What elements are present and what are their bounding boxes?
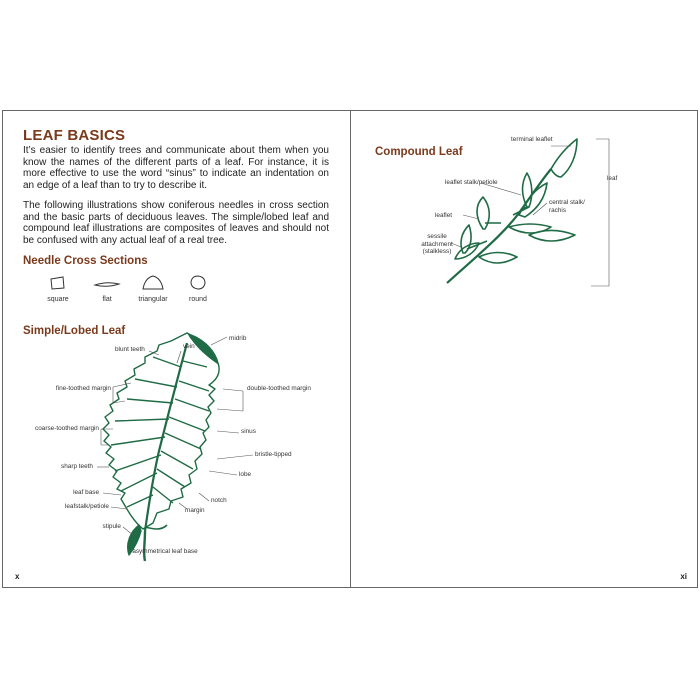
midrib-line bbox=[145, 343, 187, 531]
leaf-outline bbox=[103, 333, 219, 529]
compound-leaf-illustration bbox=[351, 111, 699, 589]
compound-leaf-heading: Compound Leaf bbox=[375, 146, 463, 158]
coarse-toothed-margin-label: coarse-toothed margin bbox=[35, 425, 99, 432]
leaf-base-label: leaf base bbox=[73, 489, 99, 496]
blunt-teeth-label: blunt teeth bbox=[115, 346, 145, 353]
leaflet-label: leaflet bbox=[435, 212, 453, 219]
page-number-right: xi bbox=[680, 572, 687, 581]
leaflet-stalk-label: leaflet stalk/petiole bbox=[445, 179, 498, 186]
lobe-label: lobe bbox=[239, 471, 252, 478]
triangular-label: triangular bbox=[138, 296, 168, 303]
leaf-label: leaf bbox=[607, 175, 618, 182]
left-leaflet bbox=[477, 197, 489, 229]
square-label: square bbox=[47, 296, 69, 303]
round-label: round bbox=[189, 296, 207, 303]
page-title: LEAF BASICS bbox=[23, 127, 126, 144]
vein-label: vein bbox=[183, 343, 195, 350]
sinus-label: sinus bbox=[241, 428, 256, 435]
page-number-left: x bbox=[15, 572, 20, 581]
simple-leaf-illustration bbox=[3, 111, 351, 589]
sharp-teeth-label: sharp teeth bbox=[61, 463, 93, 470]
stipule-label: stipule bbox=[102, 523, 121, 530]
right-page bbox=[350, 110, 698, 588]
midrib-label: midrib bbox=[229, 335, 247, 342]
leafstalk-label: leafstalk/petiole bbox=[64, 503, 109, 510]
flat-label: flat bbox=[102, 296, 112, 303]
leafstalk-shape bbox=[144, 531, 145, 561]
sessile-attachment-label: sessile attachment (stalkless) bbox=[421, 233, 453, 255]
margin-label: margin bbox=[185, 507, 205, 514]
vein-line-right bbox=[153, 361, 209, 503]
right-leaflet bbox=[509, 224, 551, 233]
notch-label: notch bbox=[211, 497, 227, 504]
terminal-leaflet-shape bbox=[551, 139, 577, 177]
fine-toothed-margin-label: fine-toothed margin bbox=[55, 385, 111, 392]
double-toothed-margin-label: double-toothed margin bbox=[247, 385, 311, 392]
upper-right-leaflet bbox=[519, 183, 547, 217]
left-page bbox=[2, 110, 350, 588]
bottom-leaflet bbox=[479, 253, 517, 264]
lower-right-leaflet bbox=[529, 231, 575, 242]
central-stalk-label: central stalk/ rachis bbox=[549, 199, 585, 214]
asymmetrical-leaf-base-label: asymmetrical leaf base bbox=[132, 548, 198, 555]
intro-paragraph: It’s easier to identify trees and communicate about them when you know the names of the different parts of a leaf. For instance, it is more effective to use the word “sinus” to indicate an indentation on an edge of a leaf than to try to describe it. bbox=[23, 145, 329, 191]
illustration-paragraph: The following illustrations show coniferous needles in cross section and the basic parts of deciduous leaves. The simple/lobed leaf and compound leaf illustrations are composites of leaves and should not be confused with any actual leaf of a real tree. bbox=[23, 200, 329, 246]
bristle-tipped-label: bristle-tipped bbox=[255, 451, 292, 458]
simple-leaf-heading: Simple/Lobed Leaf bbox=[23, 325, 126, 337]
terminal-leaflet-label: terminal leaflet bbox=[511, 136, 553, 143]
vein-line bbox=[111, 357, 181, 507]
needle-section-heading: Needle Cross Sections bbox=[23, 255, 148, 267]
